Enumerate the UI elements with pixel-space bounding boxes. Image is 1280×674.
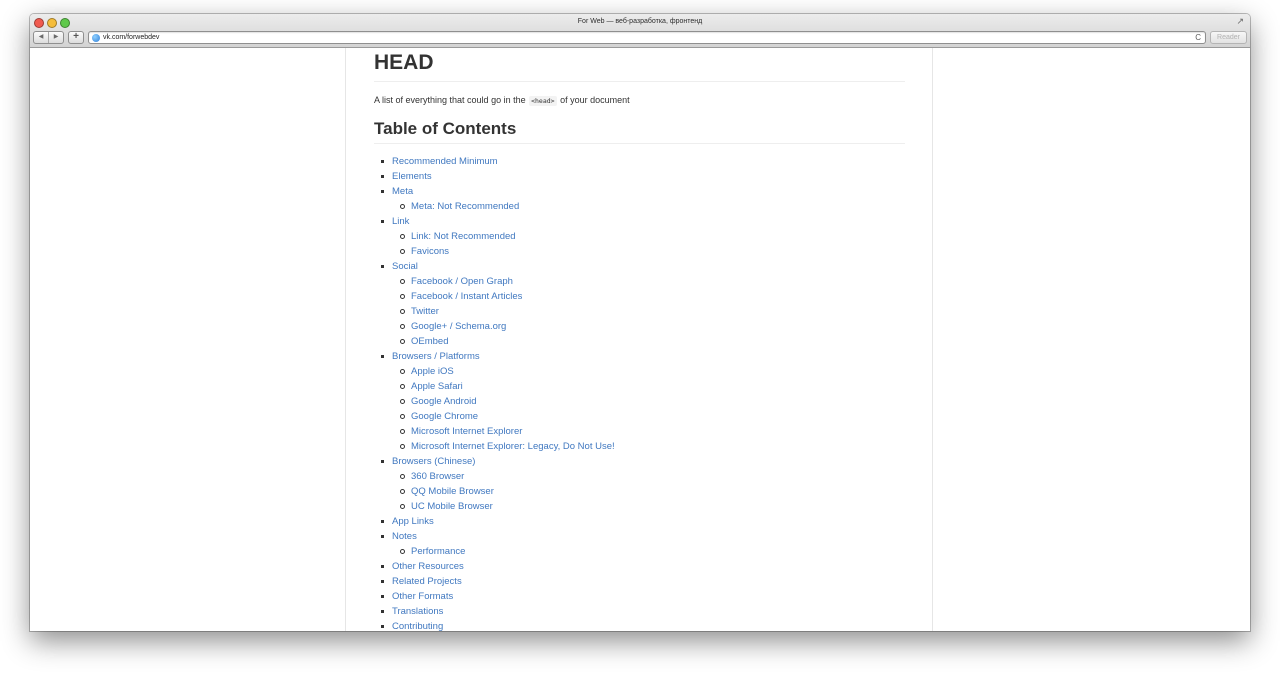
toc-item — [392, 439, 905, 454]
toc-link[interactable]: Google Chrome — [411, 411, 479, 422]
toc-item — [392, 574, 905, 589]
toc-link[interactable]: Google+ / Schema.org — [411, 321, 507, 332]
toc-item — [392, 229, 905, 244]
toc-link[interactable]: Apple iOS — [411, 366, 454, 377]
toc-item — [392, 559, 905, 574]
toc-link[interactable]: Other Resources — [392, 561, 464, 572]
toc-link[interactable]: Other Formats — [392, 591, 454, 602]
toc-link[interactable]: App Links — [392, 516, 434, 527]
toc-link[interactable]: Meta — [392, 186, 414, 197]
toc-item — [392, 589, 905, 604]
window-title: For Web — веб-разработка, фронтенд — [577, 18, 703, 25]
toc-link[interactable]: Contributing — [392, 621, 444, 631]
toc-item — [392, 319, 905, 334]
toc-item — [392, 289, 905, 304]
toc-link[interactable]: UC Mobile Browser — [411, 501, 493, 512]
toc-link[interactable]: Browsers / Platforms — [392, 351, 480, 362]
toc-item — [392, 169, 905, 184]
toc-item — [392, 184, 905, 199]
toc-link[interactable]: Elements — [392, 171, 432, 182]
toc-link[interactable]: OEmbed — [411, 336, 449, 347]
toc-item — [392, 214, 905, 229]
toc-item — [392, 514, 905, 529]
toc-link[interactable]: Twitter — [411, 306, 439, 317]
toc-link[interactable]: QQ Mobile Browser — [411, 486, 494, 497]
toc-link[interactable]: Facebook / Instant Articles — [411, 291, 523, 302]
intro-after: of your document — [560, 95, 630, 105]
toc-item — [392, 154, 905, 169]
toc-link[interactable]: Microsoft Internet Explorer: Legacy, Do Not Use! — [411, 441, 615, 452]
toc-item — [392, 259, 905, 274]
title-bar — [30, 14, 1250, 48]
toc-item — [392, 274, 905, 289]
toc-link[interactable]: Link: Not Recommended — [411, 231, 516, 242]
toc-item — [392, 199, 905, 214]
toc-item — [392, 604, 905, 619]
globe-icon — [92, 34, 100, 42]
toc-link[interactable]: Recommended Minimum — [392, 156, 498, 167]
page-viewport — [30, 48, 1250, 631]
toc-link[interactable]: Google Android — [411, 396, 477, 407]
forward-button[interactable]: ▶ — [48, 32, 63, 43]
browser-window — [30, 14, 1250, 631]
toc-link[interactable]: Microsoft Internet Explorer — [411, 426, 523, 437]
toc-link[interactable]: Facebook / Open Graph — [411, 276, 513, 287]
url-text: vk.com/forwebdev — [103, 34, 160, 41]
toc-item — [392, 334, 905, 349]
toc-item — [392, 394, 905, 409]
toc-item — [392, 454, 905, 469]
add-bookmark-button[interactable]: + — [68, 31, 84, 44]
intro-code: <head> — [531, 97, 555, 105]
toc-item — [392, 409, 905, 424]
toc-heading: Table of Contents — [374, 118, 905, 144]
toc-item — [392, 349, 905, 364]
toc-link[interactable]: Related Projects — [392, 576, 462, 587]
nav-buttons — [33, 31, 64, 44]
toc-list — [374, 154, 905, 631]
page-title: HEAD — [374, 51, 905, 82]
toc-item — [392, 379, 905, 394]
toc-link[interactable]: Social — [392, 261, 418, 272]
toc-item — [392, 364, 905, 379]
back-button[interactable]: ◀ — [38, 34, 44, 40]
toc-item — [392, 304, 905, 319]
fullscreen-icon[interactable]: ↗ — [1236, 16, 1244, 26]
browser-toolbar — [33, 31, 1247, 44]
toc-item — [392, 244, 905, 259]
toc-link[interactable]: Translations — [392, 606, 444, 617]
toc-link[interactable]: 360 Browser — [411, 471, 465, 482]
readme-article — [345, 48, 933, 631]
intro-text — [374, 93, 905, 107]
toc-link[interactable]: Performance — [411, 546, 466, 557]
toc-link[interactable]: Favicons — [411, 246, 450, 257]
toc-item — [392, 484, 905, 499]
address-bar[interactable] — [88, 31, 1206, 44]
toc-link[interactable]: Apple Safari — [411, 381, 463, 392]
toc-item — [392, 544, 905, 559]
toc-link[interactable]: Browsers (Chinese) — [392, 456, 476, 467]
reader-button[interactable]: Reader — [1210, 31, 1247, 44]
toc-item — [392, 619, 905, 631]
toc-item — [392, 424, 905, 439]
toc-link[interactable]: Meta: Not Recommended — [411, 201, 520, 212]
toc-item — [392, 499, 905, 514]
toc-link[interactable]: Notes — [392, 531, 417, 542]
reload-icon[interactable]: C — [1195, 33, 1202, 42]
intro-before: A list of everything that could go in the — [374, 95, 526, 105]
toc-item — [392, 529, 905, 544]
toc-item — [392, 469, 905, 484]
toc-link[interactable]: Link — [392, 216, 410, 227]
